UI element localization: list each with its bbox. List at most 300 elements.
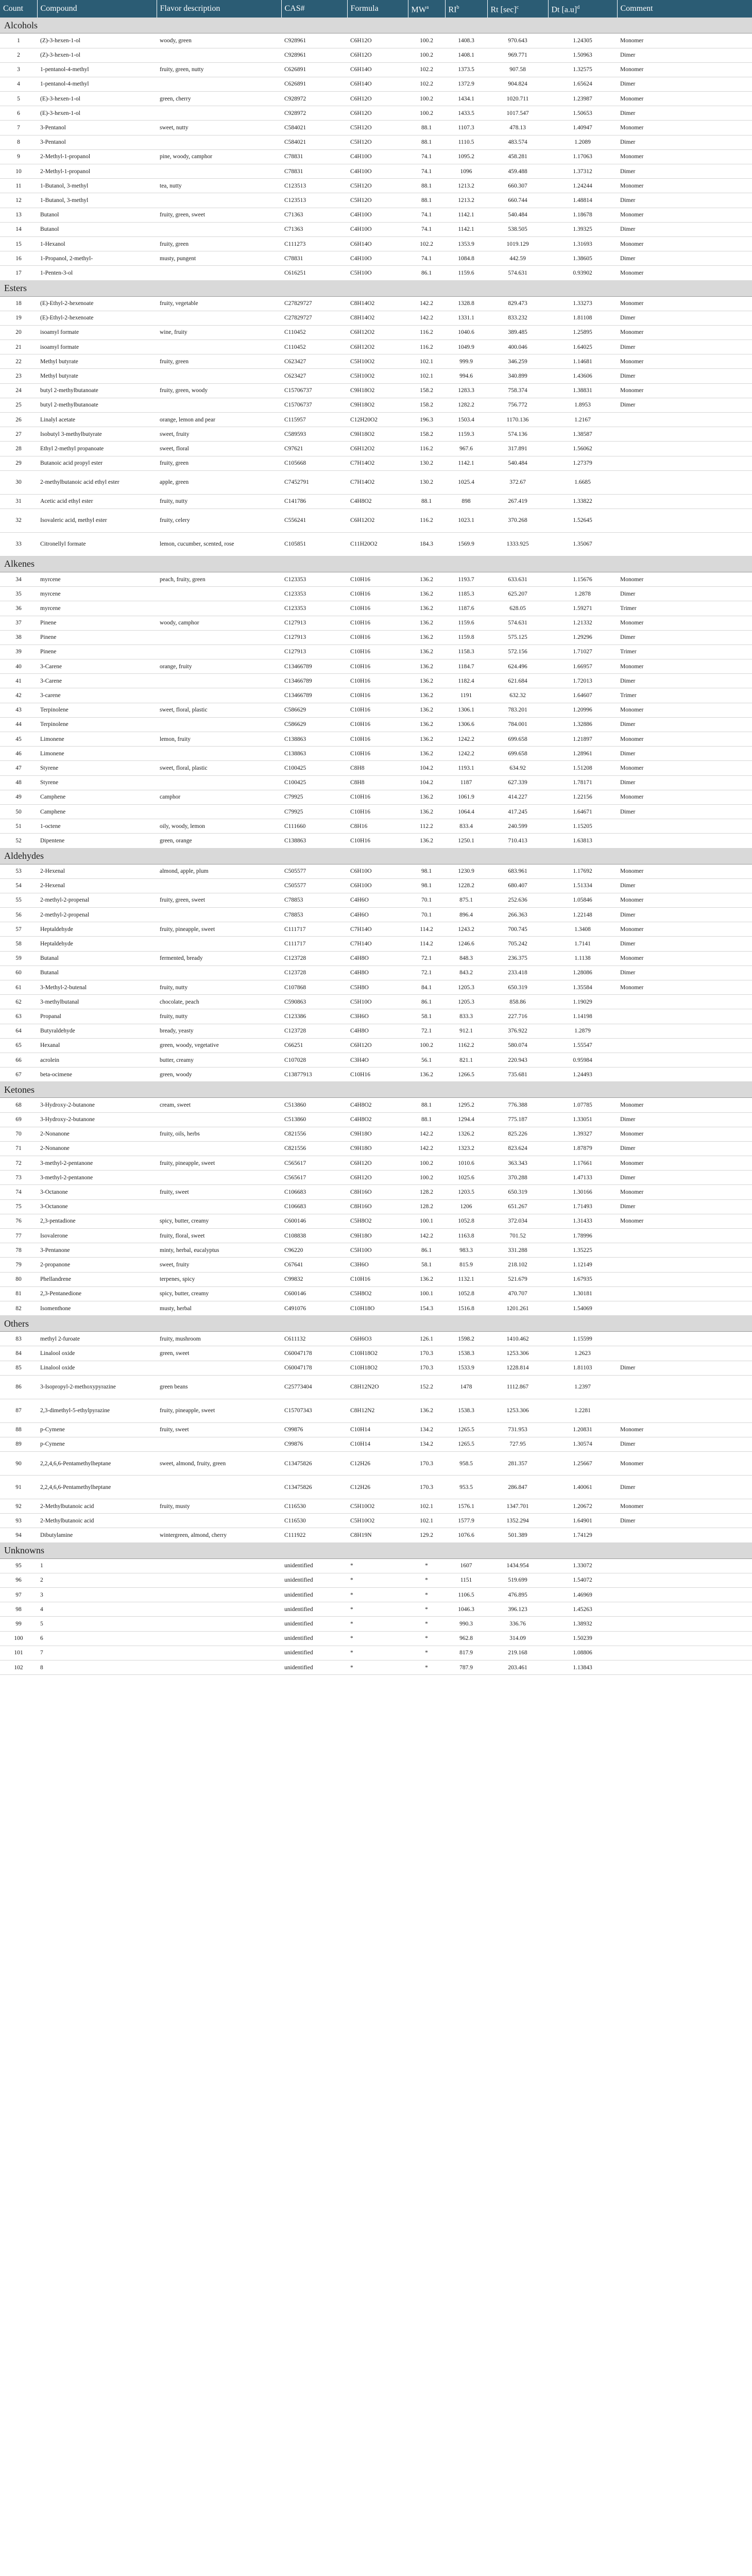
table-row [0, 1272, 752, 1286]
cell-compound: Hexanal [37, 1038, 157, 1053]
cell-rt: 833.232 [487, 311, 548, 325]
cell-ri: 1142.1 [445, 456, 487, 470]
cell-comment [617, 1024, 752, 1038]
table-row [0, 1646, 752, 1660]
cell-mw: * [408, 1602, 445, 1617]
cell-mw: 84.1 [408, 980, 445, 995]
cell-mw: 136.2 [408, 747, 445, 761]
cell-compound: 4 [37, 1602, 157, 1617]
cell-flavor: chocolate, peach [157, 995, 281, 1009]
cell-comment: Monomer [617, 790, 752, 804]
cell-ri: 1187.6 [445, 601, 487, 616]
cell-ri: 1242.2 [445, 747, 487, 761]
table-row [0, 1476, 752, 1499]
cell-rt: 389.485 [487, 325, 548, 340]
cell-count: 7 [0, 121, 37, 135]
cell-formula: C6H12O [347, 1038, 408, 1053]
cell-count: 49 [0, 790, 37, 804]
cell-comment [617, 456, 752, 470]
cell-rt: 574.136 [487, 427, 548, 442]
cell-ri: 1049.9 [445, 340, 487, 354]
cell-comment: Monomer [617, 1156, 752, 1171]
cell-count: 85 [0, 1361, 37, 1375]
cell-formula: C6H12O2 [347, 325, 408, 340]
cell-cas: unidentified [281, 1573, 347, 1587]
cell-count: 29 [0, 456, 37, 470]
cell-mw: 72.1 [408, 965, 445, 980]
cell-cas: C600146 [281, 1214, 347, 1228]
cell-count: 45 [0, 732, 37, 747]
cell-dt: 1.2623 [548, 1346, 617, 1361]
table-row [0, 532, 752, 556]
cell-mw: 74.1 [408, 149, 445, 164]
table-row [0, 413, 752, 427]
table-row [0, 77, 752, 91]
table-row [0, 1301, 752, 1315]
cell-mw: 98.1 [408, 864, 445, 878]
cell-count: 31 [0, 494, 37, 509]
cell-rt: 735.681 [487, 1067, 548, 1082]
cell-formula: C5H12O [347, 135, 408, 149]
cell-cas: C13466789 [281, 659, 347, 674]
cell-mw: 136.2 [408, 1399, 445, 1422]
cell-dt: 1.52645 [548, 509, 617, 532]
cell-rt: 483.574 [487, 135, 548, 149]
cell-mw: 136.2 [408, 804, 445, 819]
cell-cas: C123513 [281, 179, 347, 193]
cell-ri: 1159.8 [445, 630, 487, 645]
cell-dt: 1.24493 [548, 1067, 617, 1082]
cell-flavor [157, 1573, 281, 1587]
cell-ri: 817.9 [445, 1646, 487, 1660]
table-row [0, 732, 752, 747]
cell-count: 81 [0, 1286, 37, 1301]
section-header [0, 1316, 752, 1332]
cell-formula: C6H10O [347, 878, 408, 893]
cell-comment [617, 1375, 752, 1399]
cell-cas: C66251 [281, 1038, 347, 1053]
cell-comment: Dimer [617, 340, 752, 354]
cell-comment: Dimer [617, 1437, 752, 1451]
cell-count: 28 [0, 442, 37, 456]
cell-comment: Dimer [617, 804, 752, 819]
cell-ri: 1110.5 [445, 135, 487, 149]
cell-flavor: wine, fruity [157, 325, 281, 340]
cell-comment: Monomer [617, 266, 752, 280]
cell-ri: 1326.2 [445, 1127, 487, 1141]
cell-flavor [157, 601, 281, 616]
table-row [0, 62, 752, 77]
cell-ri: 1478 [445, 1375, 487, 1399]
cell-formula: C10H16 [347, 616, 408, 630]
cell-mw: 170.3 [408, 1346, 445, 1361]
cell-cas: unidentified [281, 1558, 347, 1573]
cell-mw: * [408, 1558, 445, 1573]
cell-comment [617, 1332, 752, 1346]
cell-count: 77 [0, 1229, 37, 1243]
table-row [0, 1214, 752, 1228]
cell-compound: Isobutyl 3-methylbutyrate [37, 427, 157, 442]
cell-mw: * [408, 1660, 445, 1674]
cell-dt: 1.25667 [548, 1452, 617, 1476]
cell-mw: 88.1 [408, 1098, 445, 1112]
cell-formula: * [347, 1631, 408, 1646]
cell-flavor: lemon, fruity [157, 732, 281, 747]
table-row [0, 1332, 752, 1346]
cell-formula: C12H26 [347, 1452, 408, 1476]
cell-count: 70 [0, 1127, 37, 1141]
cell-flavor [157, 1588, 281, 1602]
cell-cas: C584021 [281, 121, 347, 135]
cell-compound: Phellandrene [37, 1272, 157, 1286]
cell-dt: 1.33822 [548, 494, 617, 509]
cell-mw: 104.2 [408, 775, 445, 790]
table-row [0, 121, 752, 135]
cell-dt: 1.39327 [548, 1127, 617, 1141]
cell-dt: 1.66957 [548, 659, 617, 674]
table-row [0, 369, 752, 383]
cell-formula: C6H14O [347, 236, 408, 251]
cell-formula: C9H18O [347, 1229, 408, 1243]
cell-dt: 1.23987 [548, 92, 617, 106]
cell-dt: 1.38605 [548, 251, 617, 266]
cell-comment [617, 1286, 752, 1301]
cell-rt: 651.267 [487, 1199, 548, 1214]
cell-formula: C10H16 [347, 732, 408, 747]
table-row [0, 616, 752, 630]
cell-ri: 1107.3 [445, 121, 487, 135]
section-title: Alcohols [0, 18, 752, 33]
cell-comment [617, 1602, 752, 1617]
cell-compound: 3-Carene [37, 674, 157, 688]
cell-mw: 136.2 [408, 659, 445, 674]
cell-cas: C623427 [281, 354, 347, 369]
table-row [0, 965, 752, 980]
cell-formula: C4H10O [347, 208, 408, 222]
cell-compound: 3-carene [37, 688, 157, 703]
cell-dt: 1.2879 [548, 1024, 617, 1038]
cell-flavor [157, 222, 281, 236]
cell-mw: 170.3 [408, 1452, 445, 1476]
cell-ri: 1353.9 [445, 236, 487, 251]
cell-flavor: camphor [157, 790, 281, 804]
cell-mw: 128.2 [408, 1199, 445, 1214]
cell-dt: 1.50239 [548, 1631, 617, 1646]
cell-count: 24 [0, 383, 37, 398]
cell-rt: 340.899 [487, 369, 548, 383]
cell-formula: C9H18O2 [347, 383, 408, 398]
cell-dt: 1.22156 [548, 790, 617, 804]
cell-ri: 898 [445, 494, 487, 509]
cell-rt: 1017.547 [487, 106, 548, 121]
cell-rt: 731.953 [487, 1422, 548, 1437]
cell-cas: C78853 [281, 893, 347, 907]
cell-mw: 88.1 [408, 1112, 445, 1127]
table-row [0, 1243, 752, 1258]
cell-compound: 1-Butanol, 3-methyl [37, 179, 157, 193]
cell-ri: 1230.9 [445, 864, 487, 878]
cell-comment: Dimer [617, 164, 752, 179]
cell-dt: 1.33273 [548, 296, 617, 311]
cell-flavor: fruity, nutty [157, 1009, 281, 1024]
cell-flavor [157, 645, 281, 659]
cell-comment: Dimer [617, 587, 752, 601]
cell-formula: C5H10O [347, 266, 408, 280]
cell-formula: C7H14O2 [347, 456, 408, 470]
table-row [0, 106, 752, 121]
cell-ri: 815.9 [445, 1258, 487, 1272]
cell-compound: Isovaleric acid, methyl ester [37, 509, 157, 532]
cell-comment [617, 995, 752, 1009]
cell-mw: 136.2 [408, 1272, 445, 1286]
cell-mw: 100.2 [408, 92, 445, 106]
cell-rt: 1020.711 [487, 92, 548, 106]
cell-ri: 1306.1 [445, 703, 487, 717]
cell-cas: C106683 [281, 1199, 347, 1214]
cell-count: 32 [0, 509, 37, 532]
cell-ri: 1193.7 [445, 572, 487, 586]
cell-mw: 142.2 [408, 1229, 445, 1243]
cell-flavor: apple, green [157, 470, 281, 494]
cell-rt: 823.624 [487, 1141, 548, 1156]
cell-flavor [157, 1514, 281, 1528]
col-mw [408, 0, 445, 18]
cell-flavor [157, 1476, 281, 1499]
cell-compound: Butanal [37, 965, 157, 980]
cell-formula: * [347, 1646, 408, 1660]
cell-dt: 1.14198 [548, 1009, 617, 1024]
cell-formula: C5H8O2 [347, 1214, 408, 1228]
cell-mw: 116.2 [408, 509, 445, 532]
table-row [0, 222, 752, 236]
cell-dt: 1.2167 [548, 413, 617, 427]
table-row [0, 236, 752, 251]
cell-dt: 1.30166 [548, 1185, 617, 1199]
cell-rt: 825.226 [487, 1127, 548, 1141]
cell-count: 95 [0, 1558, 37, 1573]
table-row [0, 674, 752, 688]
table-row [0, 1631, 752, 1646]
cell-compound: 1-Penten-3-ol [37, 266, 157, 280]
cell-rt: 904.824 [487, 77, 548, 91]
cell-comment: Monomer [617, 572, 752, 586]
cell-compound: 2-methyl-2-propenal [37, 908, 157, 922]
cell-dt: 1.72013 [548, 674, 617, 688]
cell-dt: 1.07785 [548, 1098, 617, 1112]
cell-mw: 134.2 [408, 1422, 445, 1437]
cell-count: 5 [0, 92, 37, 106]
cell-compound: (Z)-3-hexen-1-ol [37, 33, 157, 48]
cell-rt: 540.484 [487, 208, 548, 222]
table-row [0, 601, 752, 616]
cell-dt: 1.33072 [548, 1558, 617, 1573]
cell-mw: 142.2 [408, 1141, 445, 1156]
cell-dt: 1.14681 [548, 354, 617, 369]
cell-formula: C5H12O [347, 193, 408, 208]
cell-compound: Dipentene [37, 834, 157, 848]
cell-flavor: sweet, floral, plastic [157, 761, 281, 775]
cell-count: 8 [0, 135, 37, 149]
cell-compound: acrolein [37, 1053, 157, 1067]
cell-rt: 521.679 [487, 1272, 548, 1286]
cell-comment [617, 1631, 752, 1646]
cell-count: 51 [0, 819, 37, 834]
cell-compound: Isovalerone [37, 1229, 157, 1243]
section-header [0, 556, 752, 572]
cell-dt: 1.32886 [548, 717, 617, 732]
cell-count: 26 [0, 413, 37, 427]
cell-formula: C3H6O [347, 1009, 408, 1024]
cell-formula: C12H26 [347, 1476, 408, 1499]
cell-flavor [157, 674, 281, 688]
cell-compound: 3-methylbutanal [37, 995, 157, 1009]
cell-rt: 470.707 [487, 1286, 548, 1301]
cell-compound: Terpinolene [37, 717, 157, 732]
cell-comment: Dimer [617, 775, 752, 790]
cell-dt: 1.64025 [548, 340, 617, 354]
section-title: Alkenes [0, 556, 752, 572]
cell-formula: C9H18O [347, 1127, 408, 1141]
cell-count: 42 [0, 688, 37, 703]
cell-dt: 1.15599 [548, 1332, 617, 1346]
cell-cas: C13475826 [281, 1476, 347, 1499]
cell-dt: 1.2878 [548, 587, 617, 601]
cell-compound: (E)-3-hexen-1-ol [37, 106, 157, 121]
cell-flavor [157, 908, 281, 922]
cell-formula: C8H16O [347, 1199, 408, 1214]
cell-ri: 1246.6 [445, 937, 487, 951]
cell-ri: 1538.3 [445, 1346, 487, 1361]
cell-formula: C10H16 [347, 1272, 408, 1286]
table-row [0, 688, 752, 703]
cell-mw: 136.2 [408, 630, 445, 645]
table-row [0, 804, 752, 819]
cell-formula: C5H8O [347, 980, 408, 995]
cell-dt: 1.19029 [548, 995, 617, 1009]
cell-mw: 142.2 [408, 1127, 445, 1141]
cell-count: 93 [0, 1514, 37, 1528]
table-row [0, 494, 752, 509]
cell-formula: C12H20O2 [347, 413, 408, 427]
cell-cas: C565617 [281, 1156, 347, 1171]
cell-cas: C67641 [281, 1258, 347, 1272]
cell-cas: C105851 [281, 532, 347, 556]
cell-compound: 3-methyl-2-pentanone [37, 1156, 157, 1171]
cell-ri: 967.6 [445, 442, 487, 456]
table-row [0, 1588, 752, 1602]
cell-rt: 370.268 [487, 509, 548, 532]
table-row [0, 427, 752, 442]
cell-comment: Dimer [617, 48, 752, 62]
cell-ri: 787.9 [445, 1660, 487, 1674]
cell-flavor [157, 1112, 281, 1127]
cell-rt: 219.168 [487, 1646, 548, 1660]
cell-ri: 1295.2 [445, 1098, 487, 1112]
cell-dt: 1.25895 [548, 325, 617, 340]
cell-rt: 710.413 [487, 834, 548, 848]
cell-dt: 1.46969 [548, 1588, 617, 1602]
cell-rt: 680.407 [487, 878, 548, 893]
cell-count: 39 [0, 645, 37, 659]
cell-cas: C565617 [281, 1171, 347, 1185]
cell-rt: 829.473 [487, 296, 548, 311]
table-row [0, 908, 752, 922]
cell-mw: 130.2 [408, 456, 445, 470]
cell-compound: butyl 2-methylbutanoate [37, 398, 157, 412]
cell-comment: Monomer [617, 616, 752, 630]
table-row [0, 1156, 752, 1171]
cell-dt: 1.33051 [548, 1112, 617, 1127]
cell-comment [617, 819, 752, 834]
cell-formula: C4H10O [347, 251, 408, 266]
cell-formula: C4H8O [347, 1024, 408, 1038]
table-row [0, 864, 752, 878]
cell-comment: Dimer [617, 937, 752, 951]
table-row [0, 1141, 752, 1156]
cell-dt: 1.30181 [548, 1286, 617, 1301]
cell-flavor: sweet, floral [157, 442, 281, 456]
cell-compound: 1-Propanol, 2-methyl- [37, 251, 157, 266]
cell-flavor [157, 630, 281, 645]
cell-compound: 2,3-dimethyl-5-ethylpyrazine [37, 1399, 157, 1422]
table-row [0, 659, 752, 674]
cell-ri: 1577.9 [445, 1514, 487, 1528]
cell-compound: 3-methyl-2-pentanone [37, 1171, 157, 1185]
cell-cas: C96220 [281, 1243, 347, 1258]
cell-dt: 1.32575 [548, 62, 617, 77]
table-row [0, 1514, 752, 1528]
cell-rt: 1201.261 [487, 1301, 548, 1315]
cell-ri: 1576.1 [445, 1499, 487, 1514]
cell-cas: C590863 [281, 995, 347, 1009]
cell-cas: C78831 [281, 149, 347, 164]
cell-mw: * [408, 1631, 445, 1646]
cell-count: 50 [0, 804, 37, 819]
cell-compound: myrcene [37, 572, 157, 586]
cell-count: 66 [0, 1053, 37, 1067]
cell-rt: 281.357 [487, 1452, 548, 1476]
cell-flavor: fruity, musty [157, 1499, 281, 1514]
cell-mw: 196.3 [408, 413, 445, 427]
section-title: Others [0, 1316, 752, 1332]
cell-formula: C11H20O2 [347, 532, 408, 556]
cell-comment [617, 1301, 752, 1315]
cell-formula: C5H12O [347, 179, 408, 193]
cell-cas: C513860 [281, 1112, 347, 1127]
cell-comment [617, 1399, 752, 1422]
cell-count: 90 [0, 1452, 37, 1476]
cell-ri: 1163.8 [445, 1229, 487, 1243]
cell-rt: 756.772 [487, 398, 548, 412]
cell-ri: 1266.5 [445, 1067, 487, 1082]
cell-dt: 1.35584 [548, 980, 617, 995]
cell-rt: 286.847 [487, 1476, 548, 1499]
table-row [0, 1452, 752, 1476]
cell-count: 100 [0, 1631, 37, 1646]
cell-compound: 1 [37, 1558, 157, 1573]
cell-count: 82 [0, 1301, 37, 1315]
cell-formula: * [347, 1617, 408, 1631]
cell-dt: 1.40947 [548, 121, 617, 135]
cell-ri: 953.5 [445, 1476, 487, 1499]
col-comment: Comment [620, 4, 653, 13]
cell-comment: Monomer [617, 62, 752, 77]
cell-compound: Limonene [37, 732, 157, 747]
table-row [0, 1127, 752, 1141]
cell-cas: C99876 [281, 1437, 347, 1451]
cell-comment [617, 1243, 752, 1258]
cell-ri: 1025.6 [445, 1171, 487, 1185]
